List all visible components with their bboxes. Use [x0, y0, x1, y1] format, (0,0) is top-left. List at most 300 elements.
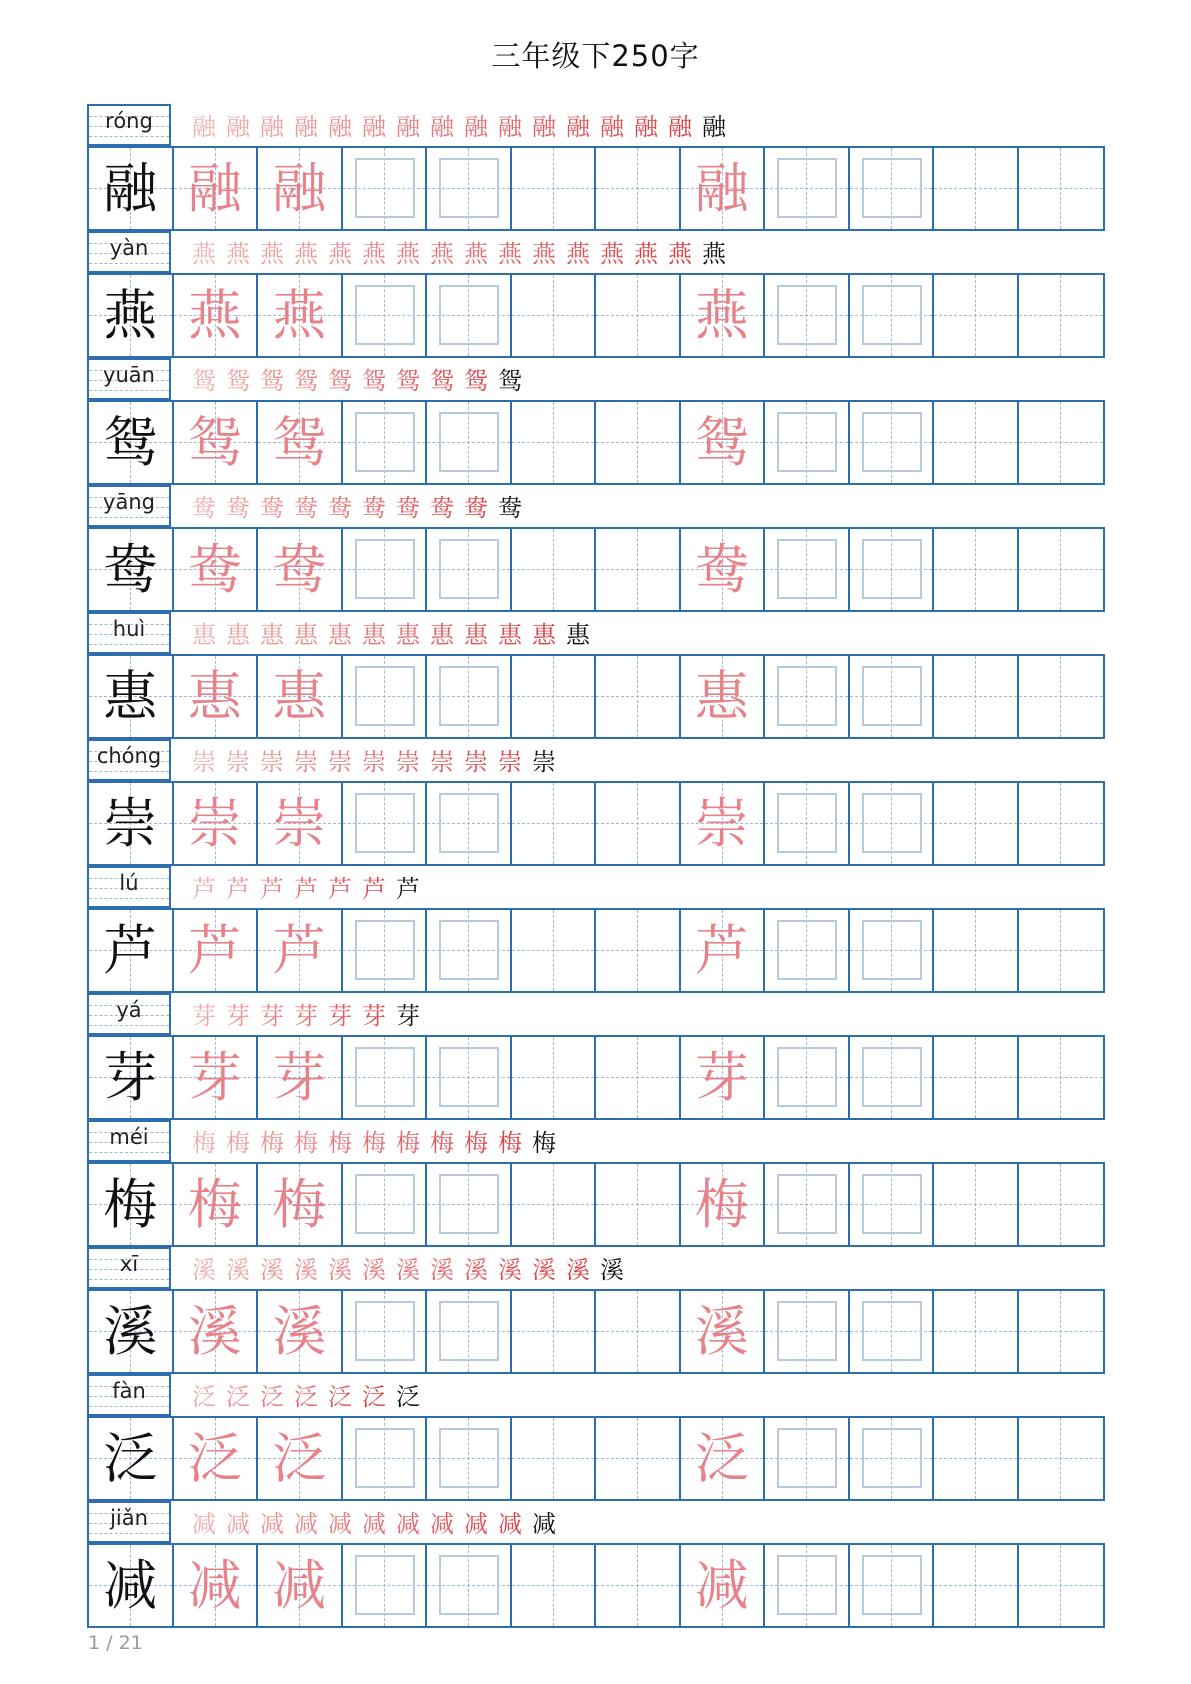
stroke-step	[357, 1505, 391, 1543]
stroke-glyph: 鸳	[260, 367, 284, 395]
trace-character: 芽	[694, 1046, 749, 1109]
stroke-glyph: 惠	[430, 621, 454, 649]
trace-cell	[174, 148, 259, 229]
inner-practice-box	[355, 1047, 415, 1107]
trace-cell	[174, 1545, 259, 1626]
stroke-glyph: 溪	[260, 1256, 284, 1284]
blank-cell	[596, 1037, 681, 1118]
stroke-glyph: 泛	[294, 1383, 318, 1411]
grid-guide-vertical	[975, 910, 976, 991]
stroke-step	[323, 362, 357, 400]
stroke-glyph: 鸯	[396, 494, 420, 522]
practice-box-cell	[765, 1545, 850, 1626]
stroke-glyph: 燕	[498, 240, 522, 268]
stroke-step	[289, 1124, 323, 1162]
practice-box-cell	[343, 1545, 428, 1626]
stroke-step	[493, 235, 527, 273]
model-cell	[89, 1164, 174, 1245]
stroke-step	[595, 1251, 629, 1289]
pinyin-box	[87, 104, 171, 146]
trace-character: 芦	[272, 919, 327, 982]
grid-guide-horizontal	[1019, 1458, 1104, 1459]
stroke-step	[425, 1505, 459, 1543]
trace-cell	[174, 783, 259, 864]
trace-character: 减	[694, 1554, 749, 1617]
inner-practice-box	[777, 1174, 837, 1234]
pinyin-label: yàn	[109, 236, 149, 260]
stroke-step	[595, 235, 629, 273]
trace-cell	[258, 275, 343, 356]
stroke-glyph: 崇	[362, 748, 386, 776]
model-cell	[89, 1545, 174, 1626]
practice-box-cell	[343, 1291, 428, 1372]
blank-cell	[596, 402, 681, 483]
stroke-step	[425, 362, 459, 400]
blank-cell	[1019, 1291, 1104, 1372]
pinyin-guide-line	[89, 517, 169, 518]
stroke-glyph: 融	[430, 113, 454, 141]
practice-box-cell	[343, 275, 428, 356]
stroke-order	[187, 866, 425, 908]
stroke-glyph: 梅	[464, 1129, 488, 1157]
stroke-step	[357, 743, 391, 781]
pinyin-box	[87, 612, 171, 654]
inner-practice-box	[862, 793, 922, 853]
stroke-glyph: 芽	[226, 1002, 250, 1030]
inner-practice-box	[355, 793, 415, 853]
stroke-glyph: 融	[702, 113, 726, 141]
grid-guide-vertical	[637, 402, 638, 483]
trace-character: 鸯	[187, 538, 242, 601]
trace-character: 燕	[694, 284, 749, 347]
practice-box-cell	[343, 783, 428, 864]
trace-cell	[258, 402, 343, 483]
stroke-step	[289, 743, 323, 781]
pinyin-row	[87, 485, 1105, 527]
trace-cell	[258, 783, 343, 864]
stroke-glyph: 芦	[294, 875, 318, 903]
stroke-glyph: 融	[498, 113, 522, 141]
character-entry	[87, 1247, 1105, 1374]
stroke-step	[357, 362, 391, 400]
pinyin-row	[87, 358, 1105, 400]
practice-box-cell	[850, 1164, 935, 1245]
stroke-glyph: 鸳	[328, 367, 352, 395]
stroke-step	[357, 616, 391, 654]
stroke-glyph: 崇	[226, 748, 250, 776]
stroke-glyph: 泛	[192, 1383, 216, 1411]
stroke-step	[187, 489, 221, 527]
blank-cell	[512, 402, 597, 483]
stroke-glyph: 鸯	[464, 494, 488, 522]
grid-guide-vertical	[1060, 402, 1061, 483]
stroke-glyph: 燕	[464, 240, 488, 268]
stroke-step	[493, 743, 527, 781]
model-character: 惠	[103, 665, 158, 728]
inner-practice-box	[777, 1047, 837, 1107]
stroke-step	[255, 489, 289, 527]
stroke-glyph: 梅	[192, 1129, 216, 1157]
practice-box-cell	[765, 529, 850, 610]
stroke-glyph: 泛	[396, 1383, 420, 1411]
grid-guide-horizontal	[1019, 315, 1104, 316]
stroke-step	[289, 362, 323, 400]
stroke-glyph: 泛	[226, 1383, 250, 1411]
practice-box-cell	[343, 402, 428, 483]
stroke-step	[289, 616, 323, 654]
practice-box-cell	[343, 1418, 428, 1499]
stroke-step	[357, 108, 391, 146]
blank-cell	[934, 275, 1019, 356]
stroke-step	[493, 1124, 527, 1162]
inner-practice-box	[777, 920, 837, 980]
stroke-step	[221, 1251, 255, 1289]
stroke-step	[527, 1505, 561, 1543]
inner-practice-box	[439, 285, 499, 345]
trace-cell	[174, 529, 259, 610]
practice-box-cell	[850, 1291, 935, 1372]
stroke-step	[255, 362, 289, 400]
model-character: 芽	[103, 1046, 158, 1109]
stroke-step	[187, 616, 221, 654]
pinyin-guide-line	[89, 1152, 169, 1153]
stroke-order	[187, 1120, 561, 1162]
stroke-step	[561, 108, 595, 146]
stroke-glyph: 泛	[260, 1383, 284, 1411]
stroke-step	[357, 1124, 391, 1162]
practice-box-cell	[765, 148, 850, 229]
practice-box-cell	[343, 910, 428, 991]
blank-cell	[934, 1164, 1019, 1245]
stroke-step	[289, 997, 323, 1035]
stroke-glyph: 燕	[668, 240, 692, 268]
stroke-step	[323, 1378, 357, 1416]
stroke-step	[391, 743, 425, 781]
stroke-glyph: 燕	[362, 240, 386, 268]
trace-character: 鸯	[694, 538, 749, 601]
stroke-glyph: 燕	[702, 240, 726, 268]
pinyin-box	[87, 993, 171, 1035]
trace-cell	[681, 1418, 766, 1499]
stroke-step	[425, 743, 459, 781]
blank-cell	[934, 1291, 1019, 1372]
stroke-glyph: 惠	[532, 621, 556, 649]
grid-guide-vertical	[553, 1037, 554, 1118]
character-entry	[87, 1374, 1105, 1501]
practice-box-cell	[343, 1037, 428, 1118]
stroke-step	[187, 362, 221, 400]
stroke-glyph: 鸳	[362, 367, 386, 395]
stroke-step	[289, 870, 323, 908]
trace-cell	[174, 910, 259, 991]
stroke-glyph: 融	[396, 113, 420, 141]
trace-character: 芽	[187, 1046, 242, 1109]
stroke-glyph: 芦	[260, 875, 284, 903]
model-character: 减	[103, 1554, 158, 1617]
trace-character: 惠	[694, 665, 749, 728]
trace-cell	[174, 275, 259, 356]
pinyin-row	[87, 1247, 1105, 1289]
stroke-step	[493, 108, 527, 146]
writing-grid-row	[87, 654, 1105, 739]
stroke-glyph: 惠	[328, 621, 352, 649]
stroke-glyph: 崇	[328, 748, 352, 776]
stroke-order	[187, 739, 561, 781]
stroke-step	[255, 1124, 289, 1162]
character-entry	[87, 104, 1105, 231]
trace-cell	[174, 1164, 259, 1245]
stroke-glyph: 减	[430, 1510, 454, 1538]
blank-cell	[596, 1545, 681, 1626]
blank-cell	[596, 1291, 681, 1372]
trace-character: 泛	[694, 1427, 749, 1490]
stroke-step	[391, 1378, 425, 1416]
stroke-step	[425, 489, 459, 527]
blank-cell	[934, 656, 1019, 737]
grid-guide-horizontal	[1019, 696, 1104, 697]
stroke-glyph: 减	[328, 1510, 352, 1538]
stroke-glyph: 减	[226, 1510, 250, 1538]
inner-practice-box	[355, 1428, 415, 1488]
trace-character: 崇	[272, 792, 327, 855]
grid-guide-vertical	[975, 529, 976, 610]
trace-cell	[681, 529, 766, 610]
stroke-step	[357, 235, 391, 273]
stroke-glyph: 溪	[328, 1256, 352, 1284]
grid-guide-vertical	[637, 529, 638, 610]
trace-character: 泛	[272, 1427, 327, 1490]
grid-guide-horizontal	[1019, 1585, 1104, 1586]
stroke-step	[187, 997, 221, 1035]
stroke-glyph: 芽	[362, 1002, 386, 1030]
pinyin-guide-line	[89, 136, 169, 137]
page-title: 三年级下250字	[491, 39, 700, 73]
stroke-glyph: 溪	[294, 1256, 318, 1284]
stroke-step	[663, 235, 697, 273]
inner-practice-box	[355, 1301, 415, 1361]
blank-cell	[596, 1418, 681, 1499]
stroke-glyph: 融	[668, 113, 692, 141]
pinyin-guide-line	[89, 771, 169, 772]
practice-box-cell	[850, 910, 935, 991]
stroke-step	[561, 1251, 595, 1289]
blank-cell	[1019, 1164, 1104, 1245]
stroke-step	[391, 1124, 425, 1162]
stroke-glyph: 梅	[294, 1129, 318, 1157]
stroke-order	[187, 485, 527, 527]
stroke-step	[697, 235, 731, 273]
blank-cell	[596, 910, 681, 991]
pinyin-guide-line	[89, 1279, 169, 1280]
stroke-step	[221, 235, 255, 273]
pinyin-box	[87, 1501, 171, 1543]
grid-guide-horizontal	[1019, 188, 1104, 189]
stroke-step	[357, 1251, 391, 1289]
stroke-glyph: 溪	[430, 1256, 454, 1284]
trace-character: 梅	[272, 1173, 327, 1236]
stroke-step	[357, 489, 391, 527]
stroke-step	[629, 235, 663, 273]
pinyin-box	[87, 739, 171, 781]
pinyin-label: huì	[112, 617, 146, 641]
grid-guide-vertical	[1060, 910, 1061, 991]
writing-grid-row	[87, 1289, 1105, 1374]
blank-cell	[596, 783, 681, 864]
stroke-glyph: 燕	[294, 240, 318, 268]
blank-cell	[512, 910, 597, 991]
grid-guide-vertical	[975, 1418, 976, 1499]
grid-guide-vertical	[637, 275, 638, 356]
model-cell	[89, 529, 174, 610]
stroke-glyph: 惠	[362, 621, 386, 649]
blank-cell	[934, 1545, 1019, 1626]
grid-guide-vertical	[637, 1037, 638, 1118]
grid-guide-vertical	[1060, 275, 1061, 356]
practice-sheet	[87, 104, 1105, 1628]
model-character: 鸯	[103, 538, 158, 601]
blank-cell	[596, 1164, 681, 1245]
practice-box-cell	[427, 148, 512, 229]
blank-cell	[1019, 1418, 1104, 1499]
stroke-order	[187, 993, 425, 1035]
inner-practice-box	[862, 1555, 922, 1615]
practice-box-cell	[765, 783, 850, 864]
pinyin-label: lú	[119, 871, 139, 895]
blank-cell	[1019, 402, 1104, 483]
practice-box-cell	[850, 1545, 935, 1626]
grid-guide-horizontal	[1019, 950, 1104, 951]
grid-guide-vertical	[637, 656, 638, 737]
grid-guide-vertical	[553, 910, 554, 991]
stroke-step	[255, 1378, 289, 1416]
stroke-glyph: 融	[328, 113, 352, 141]
stroke-glyph: 梅	[362, 1129, 386, 1157]
trace-cell	[258, 1291, 343, 1372]
trace-cell	[681, 656, 766, 737]
grid-guide-vertical	[637, 148, 638, 229]
inner-practice-box	[862, 539, 922, 599]
grid-guide-vertical	[1060, 1291, 1061, 1372]
stroke-step	[527, 1124, 561, 1162]
stroke-glyph: 鸯	[328, 494, 352, 522]
stroke-glyph: 融	[600, 113, 624, 141]
stroke-order	[187, 231, 731, 273]
pinyin-row	[87, 993, 1105, 1035]
stroke-step	[323, 108, 357, 146]
model-cell	[89, 1037, 174, 1118]
trace-cell	[681, 1545, 766, 1626]
pinyin-box	[87, 485, 171, 527]
stroke-glyph: 融	[226, 113, 250, 141]
stroke-step	[697, 108, 731, 146]
model-cell	[89, 148, 174, 229]
trace-cell	[258, 910, 343, 991]
pinyin-label: jiǎn	[110, 1506, 148, 1530]
writing-grid-row	[87, 781, 1105, 866]
model-cell	[89, 783, 174, 864]
pinyin-box	[87, 1247, 171, 1289]
practice-box-cell	[765, 402, 850, 483]
stroke-step	[391, 1505, 425, 1543]
stroke-step	[493, 362, 527, 400]
stroke-step	[391, 235, 425, 273]
trace-character: 鸳	[187, 411, 242, 474]
writing-grid-row	[87, 1162, 1105, 1247]
pinyin-guide-line	[89, 263, 169, 264]
stroke-step	[221, 997, 255, 1035]
stroke-glyph: 融	[362, 113, 386, 141]
writing-grid-row	[87, 1543, 1105, 1628]
grid-guide-vertical	[1060, 656, 1061, 737]
stroke-glyph: 崇	[498, 748, 522, 776]
inner-practice-box	[862, 285, 922, 345]
stroke-glyph: 梅	[396, 1129, 420, 1157]
inner-practice-box	[777, 285, 837, 345]
grid-guide-horizontal	[1019, 1204, 1104, 1205]
stroke-step	[187, 235, 221, 273]
stroke-step	[459, 1251, 493, 1289]
practice-box-cell	[850, 783, 935, 864]
stroke-glyph: 鸯	[362, 494, 386, 522]
model-character: 泛	[103, 1427, 158, 1490]
trace-character: 崇	[694, 792, 749, 855]
stroke-step	[255, 743, 289, 781]
practice-box-cell	[850, 148, 935, 229]
stroke-glyph: 鸯	[260, 494, 284, 522]
inner-practice-box	[862, 1428, 922, 1488]
stroke-glyph: 溪	[566, 1256, 590, 1284]
stroke-step	[527, 108, 561, 146]
inner-practice-box	[439, 793, 499, 853]
stroke-step	[459, 108, 493, 146]
trace-character: 芽	[272, 1046, 327, 1109]
pinyin-label: chóng	[96, 744, 162, 768]
inner-practice-box	[439, 158, 499, 218]
stroke-glyph: 减	[464, 1510, 488, 1538]
pinyin-guide-line	[89, 898, 169, 899]
practice-box-cell	[850, 529, 935, 610]
inner-practice-box	[777, 539, 837, 599]
pinyin-box	[87, 866, 171, 908]
stroke-glyph: 融	[532, 113, 556, 141]
pinyin-guide-line	[89, 644, 169, 645]
stroke-order	[187, 1501, 561, 1543]
stroke-step	[357, 997, 391, 1035]
stroke-glyph: 惠	[464, 621, 488, 649]
inner-practice-box	[862, 1301, 922, 1361]
stroke-glyph: 芽	[192, 1002, 216, 1030]
trace-cell	[258, 656, 343, 737]
character-entry	[87, 358, 1105, 485]
stroke-step	[289, 1378, 323, 1416]
stroke-step	[323, 1251, 357, 1289]
blank-cell	[934, 402, 1019, 483]
trace-character: 减	[272, 1554, 327, 1617]
inner-practice-box	[355, 1555, 415, 1615]
stroke-step	[391, 489, 425, 527]
stroke-glyph: 燕	[532, 240, 556, 268]
trace-character: 减	[187, 1554, 242, 1617]
pinyin-row	[87, 1120, 1105, 1162]
stroke-glyph: 减	[532, 1510, 556, 1538]
model-cell	[89, 1291, 174, 1372]
stroke-step	[561, 235, 595, 273]
practice-box-cell	[850, 1037, 935, 1118]
blank-cell	[512, 1291, 597, 1372]
model-character: 崇	[103, 792, 158, 855]
stroke-step	[323, 1124, 357, 1162]
stroke-step	[221, 743, 255, 781]
